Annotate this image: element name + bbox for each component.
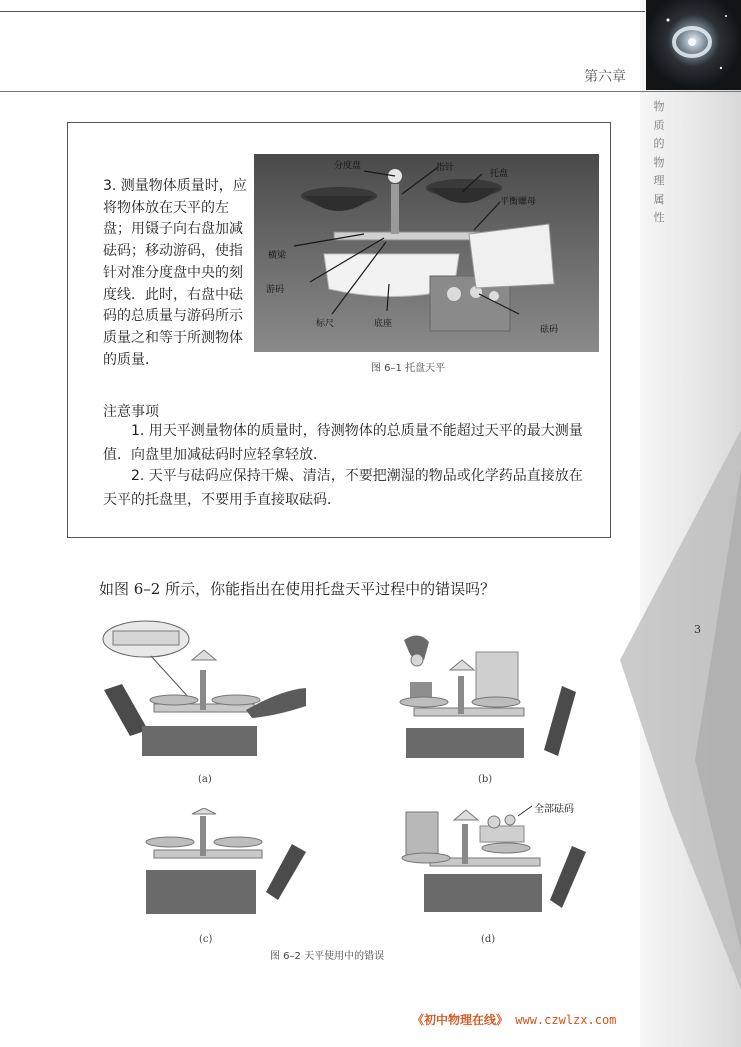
subcaption-b: (b) <box>478 774 493 785</box>
footer-brand: 《初中物理在线》 <box>412 1013 509 1027</box>
footer-watermark <box>412 1011 616 1028</box>
experiment-box <box>67 122 611 538</box>
balance-photo <box>254 154 599 352</box>
label-pointer: 指针 <box>436 163 455 173</box>
section-title-char: 性 <box>653 211 665 224</box>
illustration-b <box>384 630 584 770</box>
section-title-char: 质 <box>653 118 665 132</box>
illustration-c <box>126 808 316 928</box>
notes-heading: 注意事项 <box>103 404 159 420</box>
label-pan: 托盘 <box>490 169 509 179</box>
section-title-char: 物 <box>653 100 665 113</box>
subcaption-c: (c) <box>199 934 213 945</box>
page-number: 3 <box>694 623 701 636</box>
label-base: 底座 <box>374 319 393 329</box>
note-2: 2. 天平与砝码应保持干燥、清洁，不要把潮湿的物品或化学药品直接放在天平的托盘里，不要用手直接取砝码． <box>103 468 583 508</box>
section-title-char: 理 <box>653 174 665 187</box>
question-text: 如图 6–2 所示，你能指出在使用托盘天平过程中的错误吗？ <box>99 580 496 598</box>
section-title-char: 属 <box>653 192 665 206</box>
label-scale-ruler: 标尺 <box>316 319 335 329</box>
label-balance-nut: 平衡螺母 <box>500 197 537 207</box>
label-weights: 砝码 <box>540 325 559 335</box>
header-nebula-photo <box>646 0 741 90</box>
chapter-rule <box>0 91 741 92</box>
illustration-a <box>96 618 306 768</box>
label-rider: 游码 <box>266 285 285 295</box>
subcaption-d: (d) <box>481 934 496 945</box>
footer-url-link[interactable]: www.czwlzx.com <box>515 1013 617 1027</box>
note-1: 1. 用天平测量物体的质量时，待测物体的总质量不能超过天平的最大测量值．向盘里加减砝码时应轻拿轻放． <box>103 423 583 463</box>
chapter-label: 第六章 <box>584 69 626 85</box>
label-all-weights: 全部砝码 <box>534 804 574 815</box>
top-rule <box>0 11 645 12</box>
label-scale-dial: 分度盘 <box>334 161 362 171</box>
section-title-vertical <box>652 98 666 228</box>
section-title-char: 物 <box>653 155 665 169</box>
illustration-d <box>400 800 590 928</box>
section-title-char: 的 <box>653 137 665 150</box>
side-wedge-decoration <box>600 430 741 990</box>
figure-6-2-caption: 图 6–2 天平使用中的错误 <box>270 951 385 962</box>
figure-6-1-caption: 图 6–1 托盘天平 <box>371 363 446 374</box>
label-beam: 横梁 <box>268 251 287 261</box>
subcaption-a: (a) <box>198 774 212 785</box>
step-3-text: 3. 测量物体质量时，应将物体放在天平的左盘；用镊子向右盘加减砝码；移动游码，使指针对准分度盘中央的刻度线．此时，右盘中砝码的总质量与游码所示质量之和等于所测物体的质量． <box>103 178 247 368</box>
